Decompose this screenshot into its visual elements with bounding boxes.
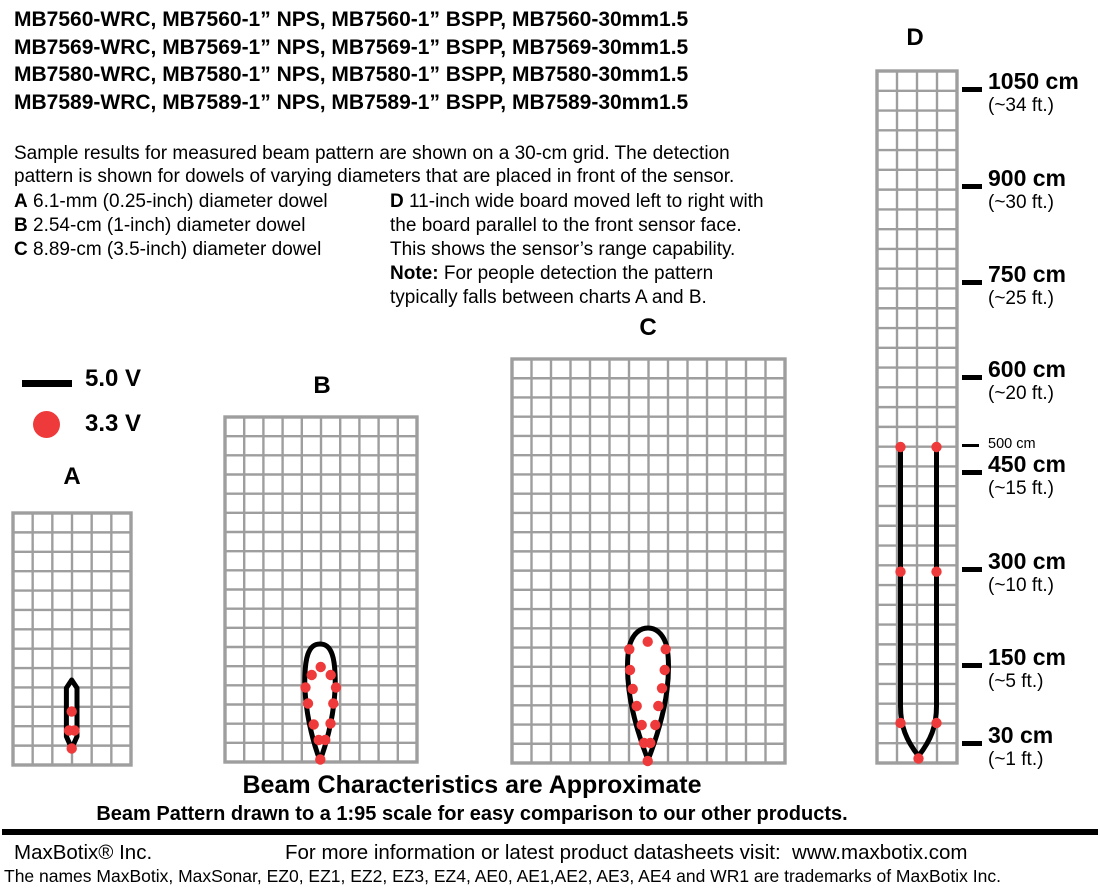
beam-dot-B	[320, 735, 330, 745]
legend-3v-label: 3.3 V	[85, 410, 142, 437]
scale-cm: 450 cm	[988, 451, 1067, 477]
legend-3v-dot-swatch	[33, 411, 60, 438]
beam-dot-D	[895, 718, 905, 728]
beam-dot-C	[624, 644, 634, 654]
footer-divider	[2, 829, 1098, 835]
beam-dot-C	[661, 644, 671, 654]
scale-tick	[962, 184, 982, 189]
scale-ft: (~10 ft.)	[988, 575, 1054, 596]
scale-label	[988, 550, 1066, 595]
scale-ft: (~5 ft.)	[988, 671, 1044, 692]
scale-label	[988, 263, 1066, 308]
beam-grid-D	[877, 71, 957, 763]
item-text: 2.54-cm (1-inch) diameter dowel	[27, 215, 306, 236]
product-models	[14, 6, 688, 116]
beam-dot-A	[67, 706, 77, 716]
item-key: A	[14, 191, 28, 212]
beam-dot-B	[316, 662, 326, 672]
beam-dot-C	[643, 756, 653, 766]
dowel-item-a	[14, 190, 328, 214]
beam-outline-D	[901, 447, 937, 756]
legend-5v-label: 5.0 V	[85, 365, 142, 392]
scale-ft: (~34 ft.)	[988, 95, 1054, 116]
chart-label-c: C	[639, 314, 657, 341]
beam-dot-B	[309, 719, 319, 729]
footer-company: MaxBotix® Inc.	[14, 841, 153, 864]
beam-dot-D	[931, 718, 941, 728]
beam-dot-C	[653, 701, 663, 711]
beam-dot-B	[315, 754, 325, 764]
beam-dot-C	[628, 684, 638, 694]
scale-label	[988, 167, 1066, 212]
footer-trademark: The names MaxBotix, MaxSonar, EZ0, EZ1, EZ2, EZ3, EZ4, AE0, AE1,AE2, AE3, AE4 and WR1 are trademarks of MaxBotix Inc.	[4, 866, 1001, 886]
scale-ft: (~30 ft.)	[988, 192, 1054, 213]
scale-tick-minor	[962, 444, 979, 447]
scale-ft: (~1 ft.)	[988, 749, 1044, 770]
description-line: pattern is shown for dowels of varying diameters that are placed in front of the sensor.	[14, 166, 735, 187]
item-text: 11-inch wide board moved left to right with	[403, 191, 764, 212]
scale-label	[988, 453, 1066, 498]
beam-dot-B	[300, 682, 310, 692]
board-line: the board parallel to the front sensor face.	[390, 215, 742, 236]
board-description	[390, 190, 764, 310]
scale-tick	[962, 567, 982, 572]
dowel-item-b	[14, 214, 328, 238]
model-line: MB7560-WRC, MB7560-1” NPS, MB7560-1” BSPP, MB7560-30mm1.5	[14, 8, 689, 31]
legend-5v-line-swatch	[22, 380, 72, 387]
note-text: For people detection the pattern	[438, 263, 714, 284]
chart-label-a: A	[63, 463, 81, 490]
chart-label-d: D	[906, 24, 924, 51]
beam-dot-B	[326, 670, 336, 680]
scale-ft: (~20 ft.)	[988, 383, 1054, 404]
beam-dot-C	[657, 683, 667, 693]
beam-dot-C	[625, 665, 635, 675]
scale-ft: (~25 ft.)	[988, 288, 1054, 309]
beam-dot-C	[637, 720, 647, 730]
scale-cm: 600 cm	[988, 356, 1067, 382]
footer-info: For more information or latest product datasheets visit: www.maxbotix.com	[285, 841, 968, 864]
board-line	[390, 190, 764, 214]
beam-dot-B	[331, 682, 341, 692]
scale-tick	[962, 87, 982, 92]
model-line: MB7589-WRC, MB7589-1” NPS, MB7589-1” BSPP, MB7589-30mm1.5	[14, 90, 689, 114]
note-key: Note:	[390, 263, 439, 284]
beam-dot-A	[67, 743, 77, 753]
scale-tick	[962, 375, 982, 380]
bottom-title: Beam Characteristics are Approximate	[242, 771, 702, 799]
beam-dot-D	[895, 442, 905, 452]
board-note-line: typically falls between charts A and B.	[390, 287, 707, 308]
board-line: This shows the sensor’s range capability.	[390, 239, 736, 260]
model-line: MB7580-WRC, MB7580-1” NPS, MB7580-1” BSPP, MB7580-30mm1.5	[14, 63, 689, 86]
scale-tick	[962, 663, 982, 668]
beam-dot-C	[643, 637, 653, 647]
item-key: D	[390, 191, 404, 212]
scale-label	[988, 724, 1053, 769]
scale-label	[988, 437, 1036, 452]
scale-label	[988, 70, 1079, 115]
beam-dot-C	[645, 738, 655, 748]
beam-dot-B	[303, 698, 313, 708]
scale-cm-minor: 500 cm	[988, 436, 1036, 452]
board-note	[390, 262, 764, 286]
item-text: 6.1-mm (0.25-inch) diameter dowel	[27, 191, 328, 212]
beam-dot-D	[931, 442, 941, 452]
scale-cm: 1050 cm	[988, 68, 1079, 94]
item-text: 8.89-cm (3.5-inch) diameter dowel	[27, 239, 322, 260]
beam-dot-B	[325, 718, 335, 728]
item-key: C	[14, 239, 28, 260]
dowel-list	[14, 190, 328, 262]
beam-dot-D	[913, 753, 923, 763]
scale-cm: 750 cm	[988, 261, 1067, 287]
scale-cm: 30 cm	[988, 722, 1054, 748]
scale-cm: 300 cm	[988, 548, 1067, 574]
beam-dot-B	[328, 698, 338, 708]
beam-dot-A	[69, 725, 79, 735]
scale-tick	[962, 470, 982, 475]
scale-ft: (~15 ft.)	[988, 478, 1054, 499]
item-key: B	[14, 215, 28, 236]
scale-cm: 900 cm	[988, 165, 1067, 191]
scale-cm: 150 cm	[988, 644, 1067, 670]
beam-dot-D	[895, 567, 905, 577]
bottom-subtitle: Beam Pattern drawn to a 1:95 scale for easy comparison to our other products.	[96, 803, 848, 825]
scale-tick	[962, 280, 982, 285]
description-paragraph	[14, 142, 734, 188]
beam-dot-D	[931, 567, 941, 577]
beam-dot-B	[307, 670, 317, 680]
dowel-item-c	[14, 238, 328, 262]
scale-label	[988, 646, 1066, 691]
model-line: MB7569-WRC, MB7569-1” NPS, MB7569-1” BSPP, MB7569-30mm1.5	[14, 35, 689, 59]
beam-dot-C	[660, 665, 670, 675]
chart-label-b: B	[313, 372, 331, 399]
beam-dot-C	[650, 720, 660, 730]
description-line: Sample results for measured beam pattern are shown on a 30-cm grid. The detection	[14, 143, 730, 164]
scale-tick	[962, 741, 982, 746]
beam-dot-C	[632, 701, 642, 711]
scale-label	[988, 358, 1066, 403]
